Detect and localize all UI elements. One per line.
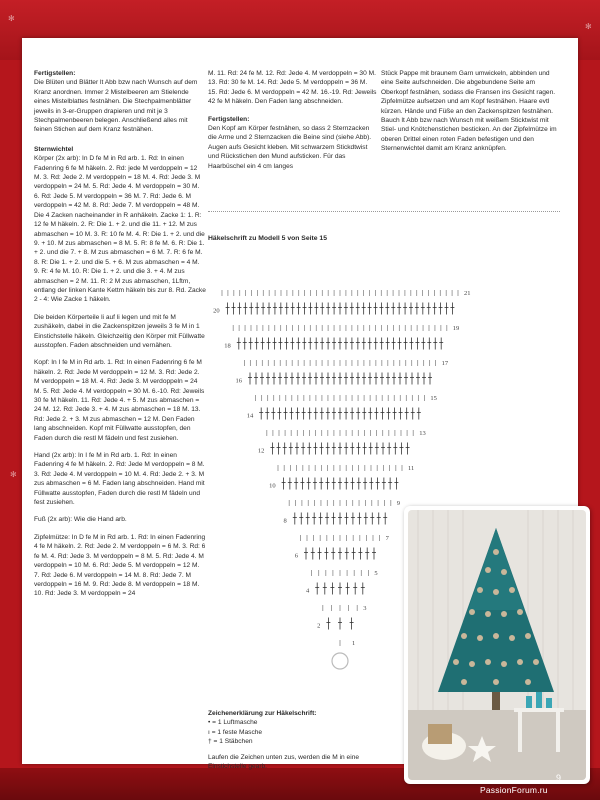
heading-finish-2: Fertigstellen:	[208, 115, 250, 123]
chart-row	[326, 618, 353, 630]
page-number: 9	[556, 773, 562, 783]
row-label: 20	[213, 307, 220, 315]
row-label: 21	[464, 290, 471, 297]
row-label: 1	[352, 640, 356, 647]
magazine-page	[22, 38, 578, 771]
paragraph-finish-2: Den Kopf am Körper festnähen, so dass 2 Sternzacken die Arme und 2 Sternzacken die Beine sind (siehe Abb). Augen aufs Gesicht kleben. Mit schwarzem Stickdtwist und Rückstichen den Mund aufsticken. Für das Haarbüschel ein 4 cm langes	[208, 125, 372, 170]
row-label: 2	[317, 622, 321, 630]
diagram-title: Häkelschrift zu Modell 5 von Seite 15	[208, 235, 327, 242]
single-crochet-symbol: ı	[208, 728, 210, 736]
row-label: 17	[441, 360, 449, 367]
heading-star-gnome: Sternwichtel	[34, 145, 74, 153]
paragraph-hat: Zipfelmütze: In D fe M in Rd arb. 1. Rd: In einen Fadenring 4 fe M häkeln. 2. Rd: Jede 2. M verdoppeln = 6 M. 3. Rd: 6 fe M. 4. Rd: Jede 3. M verdoppeln = 8 M. 5. Rd: Jede 4. M verdoppeln = 10 M. 6. Rd: Jede 5. M verdoppeln = 12 M. 7. Rd: Jede 6. M verdoppeln = 14 M. 8. Rd: Jede 7. M verdoppeln = 16 M. 9. Rd: Jede 8. M verdoppeln = 18 M. 10. Rd: Jede 3. M verdoppeln = 24	[34, 533, 206, 598]
row-label: 16	[235, 377, 242, 385]
row-label: 14	[246, 412, 254, 420]
legend-item-sc: ı = 1 feste Masche	[208, 728, 263, 736]
legend	[208, 709, 383, 771]
text-column-2	[208, 69, 378, 179]
snowflake-icon: ✻	[8, 14, 15, 23]
row-label: 15	[430, 395, 437, 402]
row-label: 13	[419, 430, 426, 437]
row-label: 10	[269, 482, 276, 490]
chart-row	[270, 443, 409, 455]
row-label: 19	[452, 325, 460, 332]
chart-row	[267, 430, 413, 436]
legend-item-chain: • = 1 Luftmasche	[208, 719, 258, 727]
chart-row	[248, 373, 432, 385]
row-label: 9	[396, 500, 401, 507]
paragraph-finish: Die Blüten und Blätter lt Abb bzw nach Wunsch auf dem Kranz anordnen. Immer 2 Mistelbeeren am Stielende eines Mistelblattes festnähen. Die Stechpalmenblätter jeweils in 3-er-Gruppen drapieren und mit je 3 Stechpalmenbeeren belegen. Anschließend alles mit feinen Stichen auf dem Kranz festnähen.	[34, 79, 198, 134]
chart-row	[233, 325, 447, 331]
row-label: 11	[408, 465, 415, 472]
double-crochet-symbol: †	[208, 738, 212, 746]
divider	[208, 211, 560, 212]
paragraph-hat-continued: M. 11. Rd: 24 fe M. 12. Rd: Jede 4. M verdoppeln = 30 M. 13. Rd: 30 fe M. 14. Rd: Jede 5. M verdoppeln = 36 M. 15. Rd: Jede 6. M verdoppeln = 42 M. 16.-19. Rd: Jeweils 42 fe M häkeln. Den Faden lang abschneiden.	[208, 70, 377, 106]
row-label: 4	[305, 587, 310, 595]
chart-row	[289, 500, 391, 506]
chart-row	[256, 395, 425, 401]
row-label: 7	[385, 535, 389, 542]
starting-ring	[332, 653, 348, 669]
legend-item-dc: † = 1 Stäbchen	[208, 738, 253, 746]
snowflake-icon: ✻	[10, 470, 17, 479]
site-watermark: PassionForum.ru	[480, 785, 548, 795]
row-label: 12	[257, 447, 265, 455]
text-column-3	[381, 69, 561, 162]
chain-stitch-symbol: •	[208, 719, 211, 727]
heading-finish: Fertigstellen:	[34, 70, 76, 77]
chart-row	[244, 360, 435, 366]
row-label: 3	[363, 605, 367, 612]
row-label: 18	[224, 342, 231, 350]
paragraph-head: Kopf: In I fe M in Rd arb. 1. Rd: In einen Fadenring 6 fe M häkeln. 2. Rd: Jede M verdoppeln = 12 M. 3. Rd: Jede 2. M verdoppeln = 18 M. 4. Rd: Jede 3. M verdoppeln = 24 M. 5. Rd: Jede 4. M verdoppeln = 30 M. 6.-10. Rd: Jeweils 30 fe M häkeln. 11. Rd: Jede 4. + 5. M zus abmaschen = 24 M. 12. Rd: Jede 3. + 4. M zus abmaschen = 18 M. 13. Rd: Jede 2. + 3. M zus abmaschen = 12 M. Den Faden lang abschneiden. Kopf mit Füllwatte ausstopfen, den Faden durch die restl M fädeln und fest zusiehen.	[34, 359, 205, 442]
chart-row	[278, 465, 402, 471]
photo-advent-tree	[404, 506, 590, 784]
chart-row	[304, 548, 376, 560]
chart-row	[312, 570, 369, 576]
legend-heading: Zeichenerklärung zur Häkelschrift:	[208, 710, 317, 717]
chart-row	[226, 303, 455, 315]
chart-row	[323, 605, 357, 611]
chart-row	[293, 513, 387, 525]
paragraph-foot: Fuß (2x arb): Wie die Hand arb.	[34, 516, 127, 524]
chart-row	[259, 408, 421, 420]
text-column-1	[34, 69, 206, 607]
paragraph-finish-3: Stück Pappe mit braunem Garn umwickeln, abbinden und eine Seite aufschneiden. Die abgebundene Seite am Oberkopf festnähen, sodass die Fransen ins Gesicht ragen. Zipfelmütze aufsetzen und am Kopf festnähen. Haare evtl kürzen. Hände und Füße an den Zackenspitzen festnähen. Bauch lt Abb bzw nach Wunsch mit weißem Sticktwist mit Stiel- und Knötchenstichen besticken. An der Zipfelmütze im oberen Drittel einen roten Faden befestigen und den Sternenwichtel damit am Kranz anknüpfen.	[381, 70, 557, 153]
row-label: 5	[374, 570, 378, 577]
paragraph-body: Körper (2x arb): In D fe M in Rd arb. 1. Rd: In einen Fadenring 6 fe M häkeln. 2. Rd: jede M verdoppeln = 12 M. 3. Rd: Jede 2. M verdoppeln = 18 M. 4. Rd: Jede 3. M verdoppeln = 24 M. 5. Rd: Jede 4. M verdoppeln = 30 M. 6. Rd: Jede 5. M verdoppeln = 36 M. 7. Rd: Jede 6. M verdoppeln = 42 M. 8. Rd: Jede 7. M verdoppeln = 48 M. Die 4 Zacken nacheinander in R anhäkeln. Zacke 1: 1. R: 12 fe M häkeln. 2. R: Die 1. + 2. und die 11. + 12. M zus abmaschen = 10 M. 3. R: 10 fe M. 4. R: Die 1. + 2. und die 9. + 10. M zus abmaschen = 8 M. 5. R: 8 fe M. 6. R: Die 1. + 2. und die 7. + 8. M zus abmaschen = 6 M. 7. R: 6 fe M. 8. R: Die 1. + 2. und die 5. + 6. M zus abmaschen = 4 M. 9. R: 4 fe M. 10. R: Die 1. + 2. und die 3. + 4. M zus abmaschen = 2 M. 11. R: 2 M zus abmaschen, 1Lftm, entlang der linken Kante Kettm häkeln bis zur 8. Rd. Zacke 2 - 4: Wie Zacke 1 häkeln.	[34, 155, 206, 304]
row-label: 6	[294, 552, 298, 560]
paragraph-body-assembly: Die beiden Körperteile li auf li legen und mit fe M zushäkeln, dabei in die Zackenspitzen jeweils 3 fe M in 1 Einstichstelle häkeln. Gleichzeitig den Körper mit Füllwatte ausstopfen. Faden abschneiden und vernähen.	[34, 313, 205, 349]
chart-row	[282, 478, 399, 490]
row-label: 8	[283, 517, 287, 525]
chart-row	[237, 338, 443, 350]
chart-row	[300, 535, 379, 541]
paragraph-hand: Hand (2x arb): In I fe M in Rd arb. 1. Rd: In einen Fadenring 4 fe M häkeln. 2. Rd: Jede M verdoppeln = 8 M. 3. Rd: Jede 4. M verdoppeln = 10 M. 4. Rd: Jede 2. + 3. M zus abmaschen = 6 M. Faden lang abschneiden. Hand mit Füllwatte ausstopfen, Faden durch die restl M fädeln und fest zusiehen.	[34, 452, 205, 507]
legend-note: Laufen die Zeichen unten zus, werden die M in eine Einstichstelle gearb.	[208, 753, 360, 771]
chart-row	[222, 290, 458, 296]
snowflake-icon: ✻	[585, 22, 592, 31]
chart-row	[315, 583, 365, 595]
